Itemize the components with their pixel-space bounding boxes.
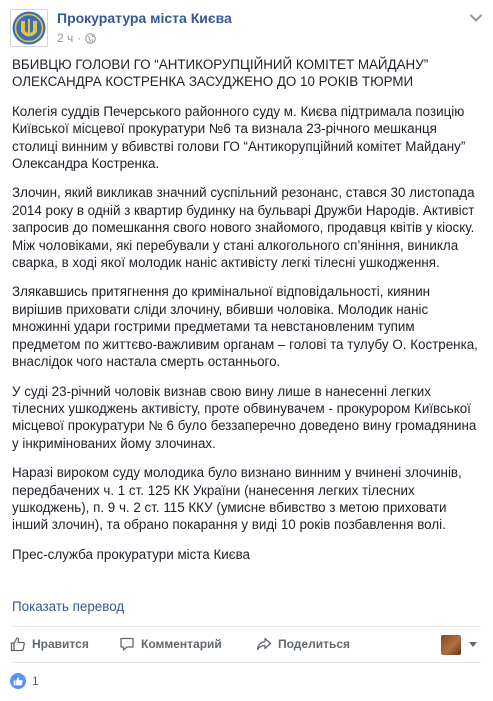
thumbs-up-icon (10, 636, 26, 652)
post-signature: Прес-служба прокуратури міста Києва (12, 546, 250, 562)
post-paragraph: Злякавшись притягнення до кримінальної відповідальності, киянин вирішив приховати сліди злочину, вбивши чоловіка. Молодик наніс множинні удари гострими предметами та невстановленим тупим предметом по життєво-важливим органам – голові та тулубу О. Костренка, внаслідок чого настала смерть останнього. (12, 284, 478, 370)
share-button[interactable] (256, 636, 350, 652)
page-avatar[interactable] (10, 9, 48, 47)
post-paragraph: У суді 23-річний чоловік визнав свою вину лише в нанесенні легких тілесних ушкоджень активісту, проте обвинувачем - прокурором Київської місцевої прокуратури № 6 було беззаперечно доведено вину громадянина у інкримінованих йому злочинах. (12, 383, 477, 451)
comment-button[interactable] (119, 636, 222, 652)
like-label: Нравится (32, 637, 89, 651)
viewer-avatar[interactable] (441, 635, 461, 655)
post-body (12, 56, 483, 563)
post-header (10, 9, 485, 49)
post-meta (57, 31, 96, 45)
post-headline: ВБИВЦЮ ГОЛОВИ ГО “АНТИКОРУПЦІЙНИЙ КОМІТЕТ МАЙДАНУ” ОЛЕКСАНДРА КОСТРЕНКА ЗАСУДЖЕНО ДО 10 РОКІВ ТЮРМИ (12, 57, 429, 90)
actions-divider-top (12, 626, 481, 627)
post-timestamp[interactable]: 2 ч (57, 31, 74, 45)
reactions-summary[interactable] (10, 673, 39, 689)
share-label: Поделиться (278, 637, 351, 651)
meta-separator: · (77, 31, 82, 45)
prosecutor-emblem-icon (11, 10, 47, 46)
post-paragraph: Злочин, який викликав значний суспільний резонанс, стався 30 листопада 2014 року в одній з квартир будинку на бульварі Дружби Народів. Активіст запросив до помешкання свого нового знайомого, продавця квітів у кіоску. Між чоловіками, які перебували у стані алкогольного сп’яніння, виникла сварка, в ході якої молодик наніс активісту легкі тілесні ушкодження. (12, 185, 475, 271)
post-paragraph: Колегія суддів Печерського районного суду м. Києва підтримала позицію Київської місцевої прокуратури №6 та визнала 23-річного мешканця столиці винним у вбивстві голови ГО “Антикорупційний комітет Майдану” Олександра Костренка. (12, 103, 466, 172)
share-arrow-icon (256, 636, 272, 652)
post-actions-bar (10, 632, 483, 658)
comment-icon (119, 636, 135, 652)
chevron-down-icon[interactable] (469, 13, 483, 23)
post-paragraph: Наразі вироком суду молодика було визнано винним у вчинені злочинів, передбачених ч. 1 ст. 125 КК України (нанесення легких тілесних ушкоджень), п. 9 ч. 2 ст. 115 ККУ (умисне вбивство з метою приховати інший злочин), та обрано покарання у виді 10 років позбавлення волі. (12, 465, 462, 533)
page-name-link[interactable]: Прокуратура міста Києва (57, 10, 232, 26)
like-button[interactable] (10, 636, 89, 652)
actions-divider-bottom (12, 662, 481, 663)
show-translation-link[interactable]: Показать перевод (12, 599, 125, 614)
comment-label: Комментарий (141, 637, 222, 651)
reaction-count: 1 (32, 674, 39, 688)
like-reaction-icon (10, 673, 26, 689)
globe-icon[interactable] (85, 33, 96, 44)
caret-down-icon[interactable] (469, 642, 477, 647)
